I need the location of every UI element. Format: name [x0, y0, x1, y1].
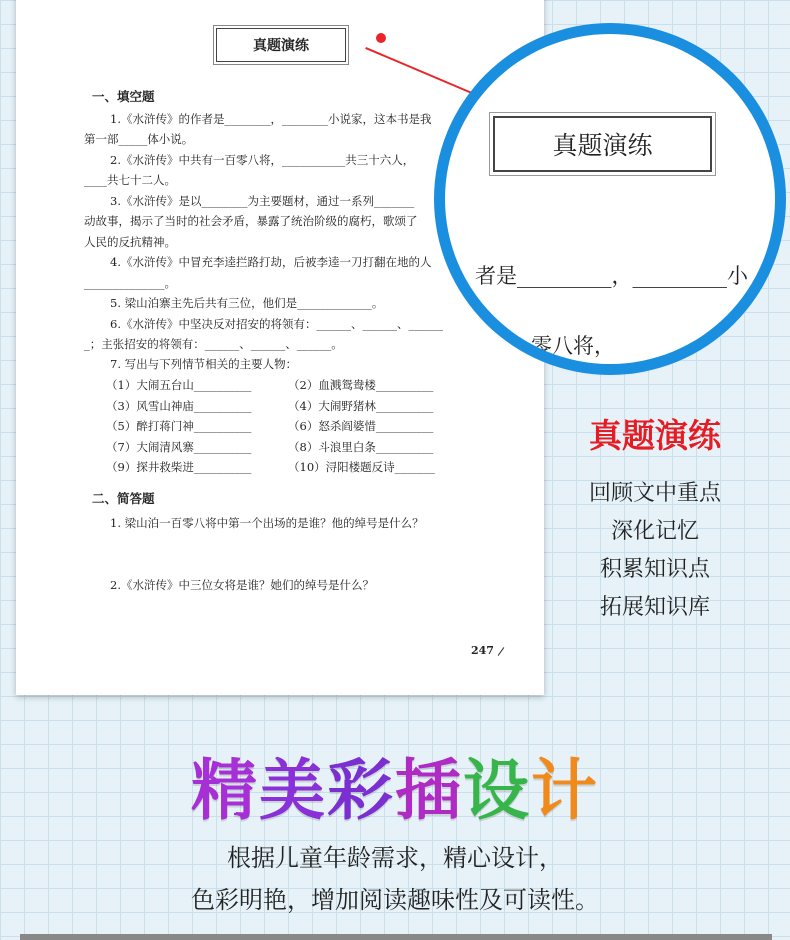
plot-item: （7）大闹清风寨__________ — [106, 440, 252, 454]
page-title-box: 真题演练 — [216, 28, 346, 62]
plot-item: （9）探井救柴进__________ — [106, 460, 252, 474]
question-1b: 第一部_____体小说。 — [84, 132, 194, 146]
short-question-1: 1. 梁山泊一百零八将中第一个出场的是谁？他的绰号是什么？ — [110, 516, 424, 530]
plot-item: （3）风雪山神庙__________ — [106, 399, 252, 413]
title-char: 精 — [191, 752, 259, 829]
book-page — [16, 0, 544, 695]
question-1a: 1.《水浒传》的作者是________，________小说家，这本书是我 — [110, 112, 432, 126]
title-char: 设 — [463, 752, 531, 829]
question-2b: ____共七十二人。 — [84, 173, 176, 187]
plot-item: （4）大闹野猪林__________ — [288, 399, 434, 413]
question-3b: 动故事，揭示了当时的社会矛盾，暴露了统治阶级的腐朽，歌颂了 — [84, 214, 418, 228]
big-colorful-title — [0, 737, 790, 832]
title-char: 彩 — [327, 752, 395, 829]
plot-item: （2）血溅鸳鸯楼__________ — [288, 378, 434, 392]
question-4a: 4.《水浒传》中冒充李逵拦路打劫，后被李逵一刀打翻在地的人 — [110, 255, 432, 269]
feature-item: 深化记忆 — [610, 519, 699, 544]
plot-item: （5）醉打蒋门神__________ — [106, 419, 252, 433]
promo-heading: 真题演练 — [589, 416, 721, 455]
page-number: 247 — [471, 644, 506, 657]
section-heading-short: 二、简答题 — [92, 491, 155, 506]
question-5: 5. 梁山泊寨主先后共有三位，他们是_____________。 — [110, 296, 384, 310]
section-heading-fill: 一、填空题 — [92, 89, 155, 104]
feature-item: 积累知识点 — [599, 557, 710, 582]
zoomed-title-box: 真题演练 — [493, 116, 712, 172]
plot-item: （10）浔阳楼题反诗_______ — [288, 460, 435, 474]
question-2a: 2.《水浒传》中共有一百零八将，___________共三十六人， — [110, 153, 415, 167]
feature-item: 回顾文中重点 — [588, 481, 721, 506]
description-line-2: 色彩明艳，增加阅读趣味性及可读性。 — [191, 886, 599, 914]
title-char: 插 — [395, 752, 463, 829]
plot-item: （1）大闹五台山__________ — [106, 378, 252, 392]
magnifier-lens — [445, 34, 775, 364]
question-3a: 3.《水浒传》是以________为主要题材，通过一系列_______ — [110, 194, 415, 208]
question-6a: 6.《水浒传》中坚决反对招安的将领有：______、______、______ — [110, 317, 443, 331]
question-4b: ______________。 — [84, 276, 176, 290]
short-question-2: 2.《水浒传》中三位女将是谁？她们的绰号是什么？ — [110, 578, 374, 592]
plot-item: （8）斗浪里白条__________ — [288, 440, 434, 454]
title-char: 计 — [531, 752, 599, 829]
pointer-dot — [376, 33, 386, 43]
zoomed-line-1: 者是_________，_________小 — [475, 264, 748, 288]
zoomed-line-2: 零八将， — [531, 334, 615, 358]
question-6b: _；主张招安的将领有：______、______、______。 — [84, 337, 343, 351]
feature-item: 拓展知识库 — [599, 595, 710, 620]
plot-item: （6）怒杀阎婆惜__________ — [288, 419, 434, 433]
question-3c: 人民的反抗精神。 — [84, 235, 176, 249]
title-char: 美 — [259, 752, 327, 829]
next-image-strip — [20, 934, 772, 940]
description-line-1: 根据儿童年龄需求，精心设计， — [227, 844, 563, 872]
question-7: 7. 写出与下列情节相关的主要人物： — [110, 357, 298, 371]
